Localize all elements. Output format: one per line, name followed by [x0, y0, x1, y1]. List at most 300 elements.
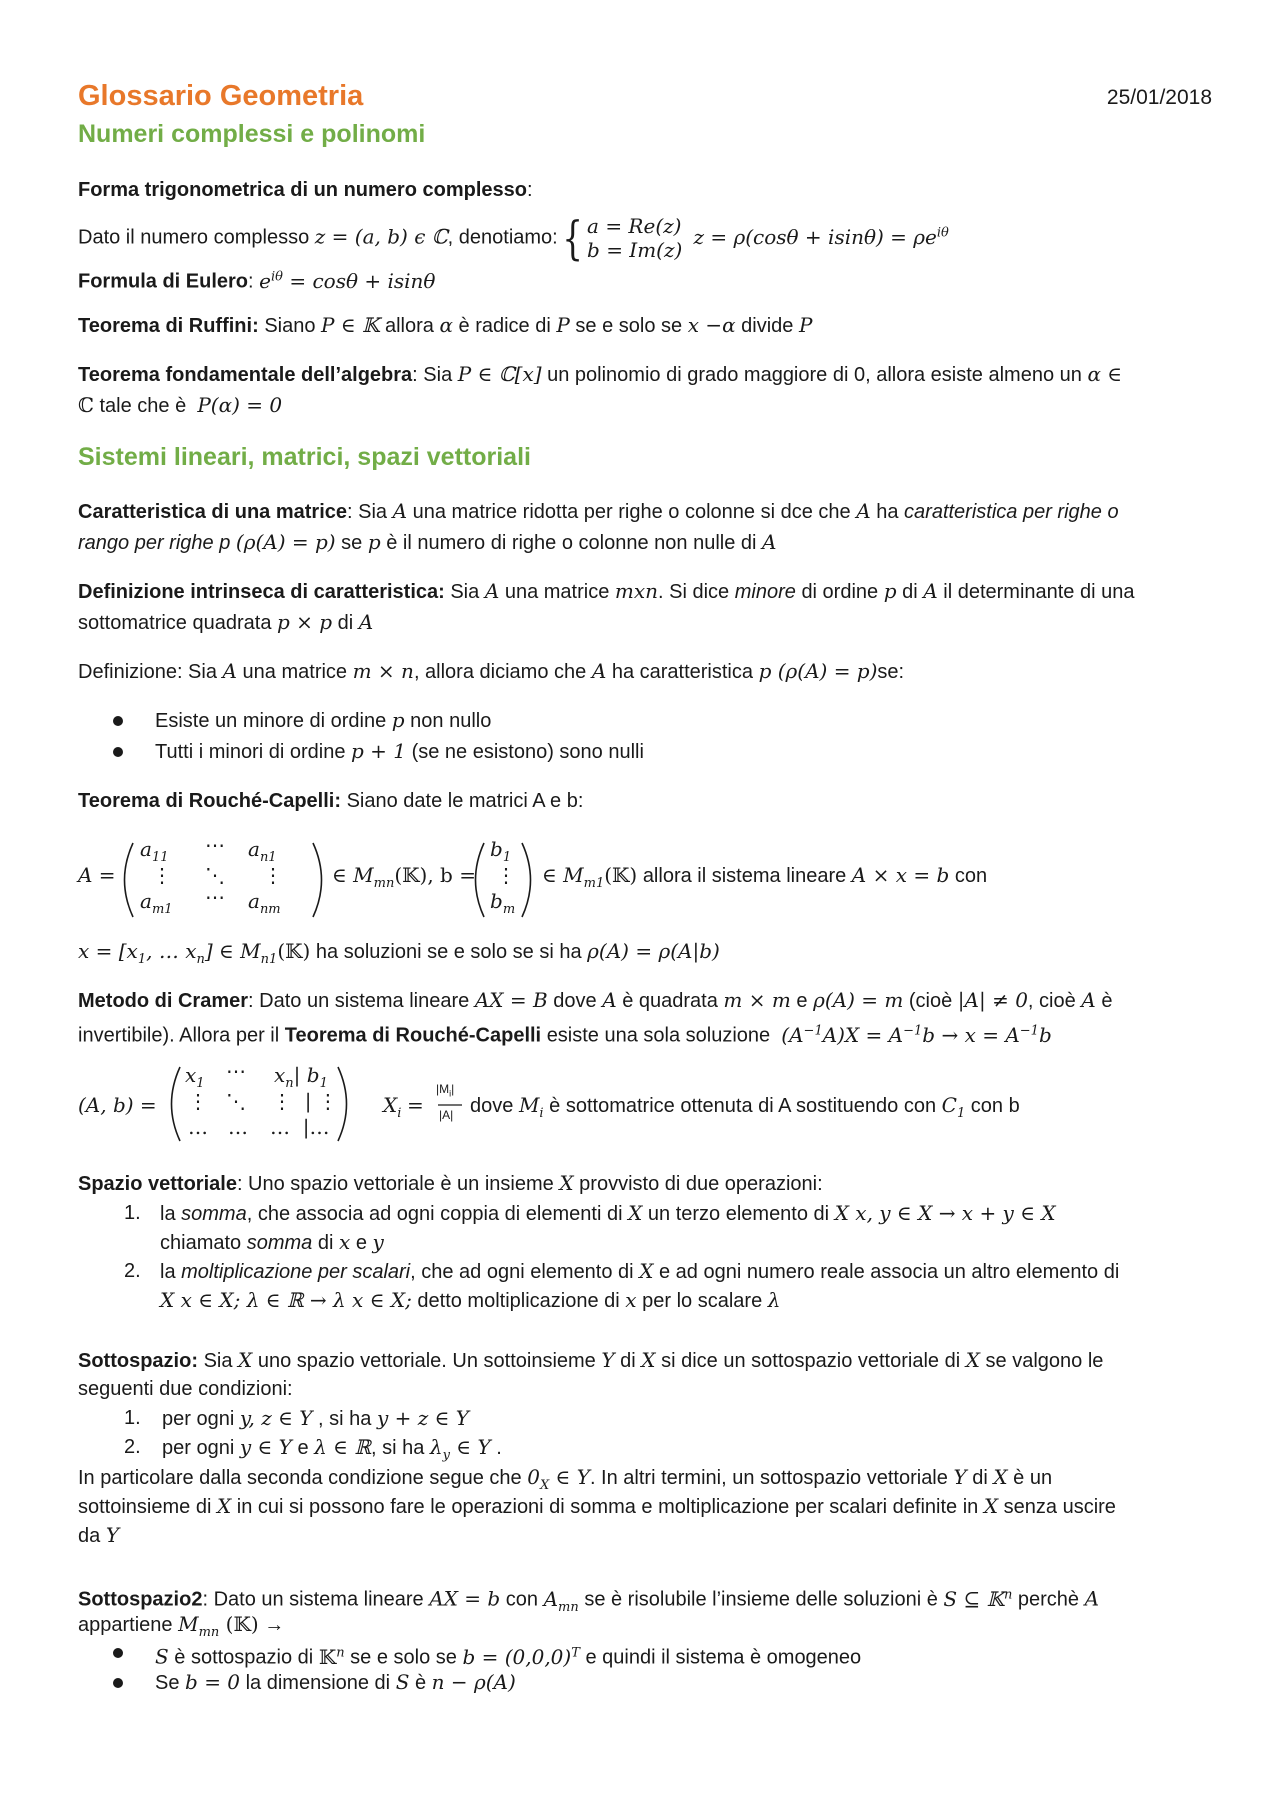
fondamentale-eq: P(α) = 0	[197, 393, 283, 417]
i2l2-m1: X x ∈ X; λ ∈ ℝ → λ x ∈ X;	[160, 1288, 412, 1312]
i2l2-t1: detto moltiplicazione di	[417, 1290, 620, 1312]
matrix-ddots: ⋱	[205, 863, 225, 887]
p2-m2: X	[983, 1494, 999, 1518]
cr-m4: ρ(A) = m	[813, 988, 904, 1012]
sol-e3: −1	[1019, 1023, 1039, 1038]
in-M2-sub: m1	[583, 876, 605, 891]
p1-m2: Y	[953, 1465, 967, 1489]
intr-m4: A	[923, 579, 938, 603]
c1-m2: y + z ∈ Y	[376, 1406, 469, 1430]
cr-t7: è	[1101, 990, 1113, 1012]
ly-base: λ	[429, 1435, 443, 1459]
xn-base: x	[274, 1063, 286, 1087]
in-Mm1	[542, 863, 638, 891]
matrix-Ab-lhs: (A, b) =	[78, 1093, 157, 1117]
intr-t8: di	[337, 612, 354, 634]
def-m2: m × n	[352, 659, 414, 683]
i2l2-m3: λ	[767, 1288, 781, 1312]
ss-m2: Y	[601, 1348, 615, 1372]
p2-t1: sottoinsieme di	[78, 1496, 212, 1518]
intr-m2: mxn	[614, 579, 659, 603]
def-t3: , allora diciamo che	[413, 661, 587, 683]
ab-ell: …	[228, 1115, 248, 1139]
in-M2-K: (𝕂)	[604, 863, 638, 887]
car-t3: ha	[876, 501, 899, 523]
spazio-item-2-number: 2.	[124, 1260, 141, 1282]
spazio-item-1	[160, 1198, 1212, 1229]
xvec-sn: n	[196, 952, 205, 967]
bar-b1-sub: 1	[319, 1076, 328, 1091]
sol-e2: −1	[903, 1023, 923, 1038]
rouche-t1: Siano date le matrici A e b:	[346, 790, 584, 812]
b2-m1: b = 0	[185, 1670, 241, 1694]
b-zero-vector	[462, 1645, 579, 1669]
matrix-hdots: ⋯	[226, 1059, 246, 1083]
C1	[941, 1093, 966, 1121]
i1-m1: X	[628, 1201, 643, 1225]
zx-base: 0	[527, 1465, 540, 1489]
matrix-A-right-paren	[313, 843, 322, 917]
sottospazio-line-1	[78, 1345, 1212, 1376]
system-row-1: a = Re(z)	[587, 214, 682, 239]
anm-sub: nm	[259, 902, 281, 917]
i2-m1: X	[639, 1259, 654, 1283]
s2-t2: con	[505, 1588, 539, 1611]
matrix-am1	[140, 890, 173, 921]
bar: |	[302, 1115, 310, 1139]
fraction-numerator	[436, 1082, 454, 1100]
c1-m1: y, z ∈ Y	[239, 1406, 313, 1430]
c1-t1: per ogni	[162, 1408, 235, 1430]
cr-t4: e	[796, 990, 808, 1012]
c2-t2: e	[297, 1437, 309, 1459]
spazio-line-1	[78, 1168, 1212, 1199]
vdots: ⋮	[272, 1089, 292, 1113]
def-b1-t2: non nullo	[410, 710, 492, 732]
cr-t11: è sottomatrice ottenuta di A sostituendo con	[549, 1095, 937, 1117]
xvec-sub: n1	[260, 952, 278, 967]
bm-sub: m	[502, 902, 516, 917]
s2-m4: A	[1084, 1586, 1100, 1611]
sottospazio-cond-1	[162, 1403, 1212, 1434]
sp-t2: provvisto di due operazioni:	[579, 1173, 823, 1195]
Mi-sub: i	[539, 1106, 544, 1121]
rouche-line-3	[78, 936, 1212, 975]
matrix-hdots: ⋯	[205, 833, 225, 857]
matrix-A-lhs: A =	[78, 863, 116, 887]
def-b2-t: Tutti i minori di ordine	[155, 741, 346, 763]
matrix-A-left-paren	[125, 843, 134, 917]
am1-base: a	[140, 889, 152, 913]
car-t4: se	[341, 532, 363, 554]
fondamentale-t2: un polinomio di grado maggiore di 0, allora esiste almeno un	[547, 364, 1082, 386]
sottospazio-cond-2-number: 2.	[124, 1436, 141, 1458]
sol-b: A)X = A	[822, 1022, 904, 1047]
fondamentale-title: Teorema fondamentale dell’algebra	[78, 364, 413, 386]
xvec-K: (𝕂)	[277, 939, 311, 963]
cramer-solution	[781, 1023, 1051, 1047]
b2-m2: S	[395, 1670, 410, 1694]
ss-t5: se valgono le	[985, 1350, 1104, 1372]
cr-m2: A	[602, 988, 617, 1012]
am1-sub: m1	[151, 902, 173, 917]
rouche-title: Teorema di Rouché-Capelli:	[78, 790, 342, 812]
rouche-t2: allora il sistema lineare	[642, 865, 847, 887]
cramer-line-1	[78, 985, 1212, 1016]
i1-it: somma	[181, 1203, 247, 1225]
anm-base: a	[248, 889, 260, 913]
ruffini-m1: P ∈ 𝕂	[321, 313, 380, 337]
ell: …	[309, 1115, 330, 1139]
b1-sub: 1	[502, 850, 512, 865]
sottospazio-title: Sottospazio:	[78, 1350, 198, 1372]
intr-t4: di ordine	[801, 581, 879, 603]
def-b1-t: Esiste un minore di ordine	[155, 710, 387, 732]
ab-ell: …	[188, 1115, 208, 1139]
intr-t3: . Si dice	[658, 581, 730, 603]
Amn-base: A	[543, 1586, 559, 1611]
def-b2-m: p + 1	[351, 739, 407, 763]
intr-t5: di	[902, 581, 918, 603]
Kn-exp: n	[336, 1645, 345, 1660]
i1-t1: la	[160, 1203, 176, 1225]
b1-m1: S	[155, 1644, 169, 1669]
car-m1: A	[392, 499, 408, 523]
bar: |	[304, 1089, 312, 1113]
C1-base: C	[941, 1093, 957, 1117]
i1l2-m1: x	[339, 1230, 351, 1254]
section-heading-linear: Sistemi lineari, matrici, spazi vettoriali	[78, 443, 531, 471]
def-b1-m: p	[391, 708, 405, 732]
car-it2: rango per righe p	[78, 532, 231, 554]
i1-t2: , che associa ad ogni coppia di elementi di	[246, 1203, 623, 1225]
cr-m6: A	[1081, 988, 1096, 1012]
intr-m3: p	[883, 579, 897, 603]
i2-t2: , che ad ogni elemento di	[410, 1261, 634, 1283]
bm-base: b	[490, 889, 503, 913]
ruffini-m5: P	[798, 313, 813, 337]
def-t5: se:	[877, 661, 905, 683]
x1-sub: 1	[196, 1076, 205, 1091]
p1-t4: è un	[1013, 1467, 1053, 1489]
def-m1: A	[222, 659, 237, 683]
intr-t6: il determinante di una	[943, 581, 1135, 603]
zero-x	[527, 1465, 590, 1493]
p3-m1: Y	[105, 1523, 120, 1547]
cr-m5: |A| ≠ 0	[957, 988, 1028, 1012]
sol-d: b	[1038, 1022, 1052, 1047]
ruffini-m2: α	[439, 313, 453, 337]
car-t5: è il numero di righe o colonne non nulle di	[386, 532, 757, 554]
intr-m1: A	[484, 579, 500, 603]
eulero-title: Formula di Eulero	[78, 270, 249, 293]
sottospazio-line-2: seguenti due condizioni:	[78, 1378, 293, 1400]
i1l2-t3: e	[355, 1232, 367, 1254]
ruffini-t3: è radice di	[458, 315, 551, 337]
an1-sub: n1	[259, 850, 277, 865]
sp-t1: : Uno spazio vettoriale è un insieme	[236, 1173, 554, 1195]
sol-c: b → x = A	[922, 1022, 1020, 1047]
ell: …	[270, 1115, 290, 1139]
def-t1: Definizione: Sia	[78, 661, 217, 683]
matrix-hdots: ⋯	[205, 885, 225, 909]
ruffini-t1: Siano	[264, 315, 316, 337]
intr-t7: sottomatrice quadrata	[78, 612, 272, 634]
c2-m1: y ∈ Y	[239, 1435, 292, 1459]
b1-t3: e quindi il sistema è omogeneo	[585, 1646, 862, 1669]
spazio-item-2	[160, 1256, 1212, 1287]
ab-ell-bar	[270, 1116, 329, 1138]
rouche-m2: A × x = b	[851, 863, 950, 887]
ruffini-t4: se e solo se	[575, 315, 683, 337]
Mi	[518, 1093, 544, 1121]
def-b2-t2: (se ne esistono) sono nulli	[411, 741, 644, 763]
cr-m3: m × m	[723, 988, 791, 1012]
lambda-y	[429, 1435, 491, 1463]
car-m3: (ρ(A) = p)	[235, 530, 336, 554]
S-exp: n	[1003, 1587, 1013, 1602]
s2l2-t1: appartiene	[78, 1614, 173, 1636]
b2-m3: n − ρ(A)	[431, 1670, 516, 1694]
C1-sub: 1	[956, 1106, 966, 1121]
matrix-anm	[248, 890, 281, 921]
car-t1: : Sia	[347, 501, 388, 523]
c2-m2: λ ∈ ℝ	[314, 1435, 371, 1459]
ss-t4: si dice un sottospazio vettoriale di	[661, 1350, 961, 1372]
system-row-2: b = Im(z)	[587, 238, 683, 263]
Amn-sub: mn	[558, 1599, 579, 1615]
ruffini-t5: divide	[741, 315, 794, 337]
s2-t1: : Dato un sistema lineare	[202, 1588, 424, 1611]
b2-t3: è	[414, 1672, 427, 1694]
system-brace: {	[562, 211, 583, 266]
intrinseca-title: Definizione intrinseca di caratteristica:	[78, 581, 445, 603]
cr-t1: : Dato un sistema lineare	[248, 990, 470, 1012]
fraction-denominator: |A|	[439, 1108, 454, 1122]
cr-t12: con b	[970, 1095, 1020, 1117]
s2l2-arrow: →	[264, 1614, 285, 1636]
K-n	[319, 1645, 345, 1669]
b1-t2: se e solo se	[350, 1646, 457, 1669]
intr-m6: A	[358, 610, 374, 634]
Kn-base: 𝕂	[318, 1644, 337, 1669]
eulero-rhs: = cosθ + isinθ	[282, 268, 436, 293]
fondamentale-m1: P ∈ ℂ[x]	[457, 362, 542, 386]
rouche-tail-line	[542, 860, 1212, 899]
bar-b1: | b	[293, 1063, 320, 1087]
sottospazio2-bullet-2	[155, 1667, 1212, 1698]
cr-t5: (cioè	[908, 990, 953, 1012]
xvec-mid: , … x	[146, 939, 197, 963]
eulero-e: e	[259, 268, 271, 293]
matrix-vdots: ⋮	[152, 863, 172, 887]
i1l2-it: somma	[246, 1232, 313, 1254]
spazio-item-1-line-2	[160, 1227, 1212, 1258]
num-end: |	[451, 1082, 455, 1096]
ruffini-title: Teorema di Ruffini:	[78, 315, 259, 337]
num-sub: i	[449, 1088, 452, 1099]
Xi	[383, 1093, 402, 1121]
in-M: ∈ M	[332, 863, 374, 887]
forma-denot: , denotiamo:	[447, 226, 558, 249]
S-base: S ⊆ 𝕂	[943, 1586, 1004, 1611]
s2-m1: AX = b	[429, 1586, 501, 1611]
matrix-vdots-bar	[272, 1090, 338, 1112]
xvec-s1: 1	[137, 952, 147, 967]
Amn	[543, 1586, 579, 1615]
cramer-xi-desc	[470, 1090, 1212, 1129]
b2-t1: Se	[155, 1672, 180, 1694]
in-M-K: (𝕂), b =	[394, 863, 476, 887]
eulero-line: Formula di Eulero: $e^{i\theta} = \cos\theta + isin\theta$	[78, 268, 436, 293]
matrix-vdots: ⋮	[496, 863, 516, 887]
p1-t2: . In altri termini, un sottospazio vettoriale	[589, 1467, 948, 1489]
fondamentale-t1: : Sia	[412, 364, 453, 386]
intr-m5: p × p	[277, 610, 333, 634]
s2-t4: perchè	[1017, 1588, 1080, 1611]
forma-intro: Dato il numero complesso	[78, 226, 310, 249]
def-t4: ha caratteristica	[611, 661, 753, 683]
ss-t3: di	[620, 1350, 636, 1372]
bz-base: b = (0,0,0)	[462, 1644, 572, 1669]
cramer-line-2	[78, 1016, 1212, 1051]
matrix-vdots: ⋮	[188, 1089, 208, 1113]
b1-base: b	[490, 837, 503, 861]
cr-t3: è quadrata	[622, 990, 718, 1012]
vdots: ⋮	[317, 1089, 338, 1113]
car-t2: una matrice ridotta per righe o colonne si dce che	[412, 501, 851, 523]
car-m5: A	[762, 530, 777, 554]
document-date: 25/01/2018	[1106, 86, 1212, 109]
rouche-m4: ρ(A) = ρ(A|b)	[587, 939, 720, 963]
x-vector	[78, 939, 311, 967]
bz-exp: T	[571, 1645, 580, 1660]
Xi-sub: i	[397, 1106, 402, 1121]
ruffini-m3: P	[556, 313, 570, 337]
xvec-a: x = [x	[78, 939, 138, 963]
bullet-dot	[113, 1648, 123, 1658]
ruffini-m4: x −α	[687, 313, 736, 337]
matrix-bm	[490, 890, 515, 921]
in-M2: ∈ M	[542, 863, 584, 887]
ly-rest: ∈ Y	[449, 1435, 491, 1459]
fondamentale-C: ℂ	[78, 393, 94, 417]
ss-t2: uno spazio vettoriale. Un sottoinsieme	[257, 1350, 596, 1372]
a11-base: a	[140, 837, 152, 861]
i1l2-m2: y	[372, 1230, 384, 1254]
p1-t3: di	[972, 1467, 988, 1489]
intr-it1: minore	[734, 581, 796, 603]
i1l2-t1: chiamato	[160, 1232, 242, 1254]
spazio-item-1-number: 1.	[124, 1202, 141, 1224]
polar-base: z = ρ(cosθ + isinθ) = ρe	[693, 224, 937, 249]
spazio-item-2-line-2	[160, 1285, 1212, 1316]
ss-t1: Sia	[203, 1350, 233, 1372]
fondamentale-m2: α ∈	[1087, 362, 1123, 386]
b1-t1: è sottospazio di	[174, 1646, 314, 1669]
s2-t3: se è risolubile l’insieme delle soluzioni è	[584, 1588, 938, 1611]
sol-a: (A	[781, 1022, 804, 1047]
spazio-title: Spazio vettoriale	[78, 1173, 237, 1195]
i1-m2: X x, y ∈ X → x + y ∈ X	[834, 1201, 1056, 1225]
p2-t2: in cui si possono fare le operazioni di somma e moltiplicazione per scalari definite in	[236, 1496, 979, 1518]
p3-t1: da	[78, 1525, 101, 1547]
polar-exp: iθ	[936, 225, 949, 240]
cr-t2: dove	[553, 990, 597, 1012]
intr-t1: Sia	[450, 581, 480, 603]
Mmn-sub: mn	[198, 1625, 220, 1640]
a11-sub: 11	[151, 850, 169, 865]
c2-t3: , si ha	[370, 1437, 425, 1459]
sottospazio-para-2	[78, 1491, 1212, 1522]
forma-trig-heading: Forma trigonometrica di un numero complesso:	[78, 179, 533, 201]
c1-t2: , si ha	[318, 1408, 372, 1430]
cr-b1: Teorema di Rouché-Capelli	[284, 1024, 542, 1047]
x1-base: x	[185, 1063, 197, 1087]
i2l2-m2: x	[625, 1288, 637, 1312]
i2-t1: la	[160, 1261, 176, 1283]
rouche-t3: con	[954, 865, 988, 887]
def-t2: una matrice	[242, 661, 348, 683]
S-subset	[943, 1587, 1012, 1611]
cr-t6: , cioè	[1027, 990, 1076, 1012]
i2-it: moltiplicazione per scalari	[181, 1261, 411, 1283]
ly-sub: y	[442, 1448, 450, 1463]
forma-trig-title: Forma trigonometrica di un numero complesso	[78, 179, 527, 201]
fondamentale-t3: tale che è	[99, 395, 187, 417]
def-m4: p (ρ(A) = p)	[758, 659, 878, 683]
ss-m1: X	[238, 1348, 253, 1372]
sol-e1: −1	[803, 1023, 823, 1038]
in-Mmn	[332, 863, 476, 891]
car-m4: p	[367, 530, 381, 554]
Mmn-base: M	[178, 1612, 199, 1636]
i2-t3: e ad ogni numero reale associa un altro elemento di	[659, 1261, 1120, 1283]
cr-t8: invertibile). Allora per il	[78, 1024, 280, 1047]
eulero-exp: iθ	[271, 269, 283, 284]
i1-t3: un terzo elemento di	[647, 1203, 830, 1225]
ruffini-t2: allora	[384, 315, 434, 337]
zx-sub: X	[539, 1478, 550, 1493]
ss-m4: X	[965, 1348, 980, 1372]
xvec-end: ] ∈ M	[204, 939, 261, 963]
cr-t10: dove	[470, 1095, 514, 1117]
p2-m1: X	[216, 1494, 232, 1518]
bullet-dot	[113, 1678, 123, 1688]
Mi-base: M	[518, 1093, 540, 1117]
car-it1: caratteristica per righe o	[904, 501, 1119, 523]
sp-m1: X	[559, 1171, 574, 1195]
car-m2: A	[856, 499, 871, 523]
an1-base: a	[248, 837, 260, 861]
Mmn	[178, 1612, 259, 1640]
c2-t1: per ogni	[162, 1437, 235, 1459]
Xi-eq: =	[406, 1093, 424, 1117]
Mmn-K: (𝕂)	[219, 1612, 259, 1636]
zx-rest: ∈ Y	[549, 1465, 590, 1489]
sottospazio2-title: Sottospazio2	[78, 1588, 203, 1611]
caratteristica-title: Caratteristica di una matrice	[78, 501, 347, 523]
in-M-sub: mn	[373, 876, 395, 891]
b2-t2: la dimensione di	[245, 1672, 391, 1694]
matrix-vdots: ⋮	[263, 863, 283, 887]
num-a: |M	[436, 1082, 450, 1096]
document-title: Glossario Geometria	[78, 80, 364, 112]
matrix-ddots: ⋱	[226, 1089, 246, 1113]
Xi-base: X	[383, 1093, 398, 1117]
i1l2-t2: di	[317, 1232, 334, 1254]
ss-m3: X	[641, 1348, 656, 1372]
